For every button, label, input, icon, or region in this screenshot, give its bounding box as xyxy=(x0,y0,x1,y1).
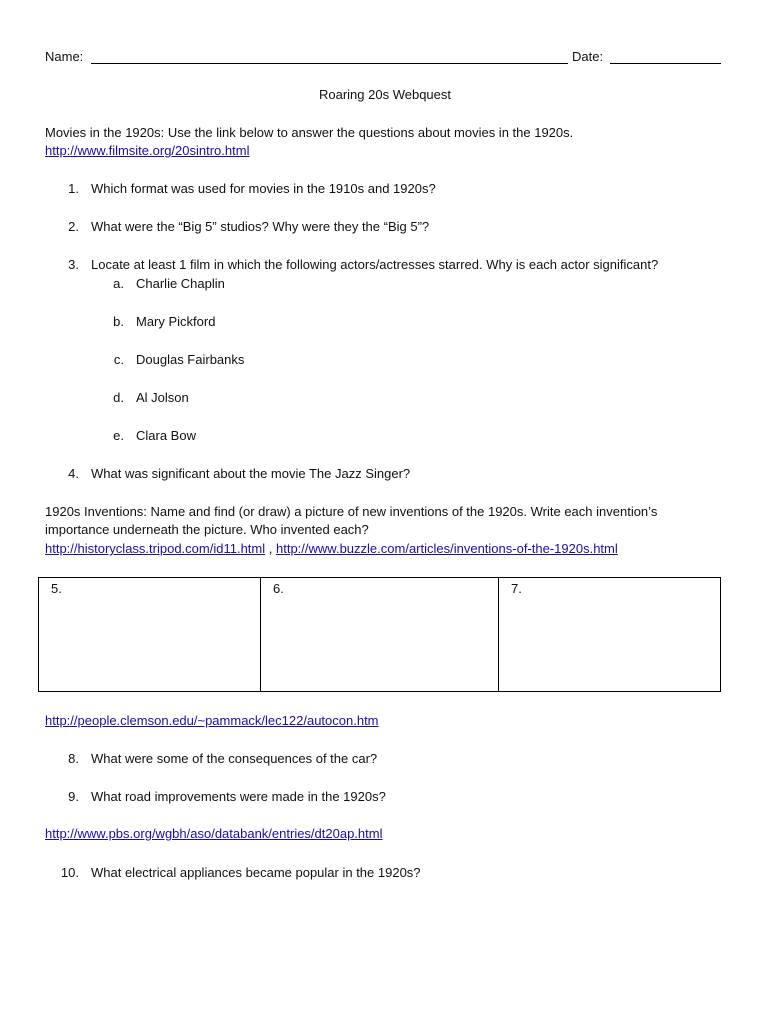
inventions-intro-line1: 1920s Inventions: Name and find (or draw) a picture of new inventions of the 1920s. Write each invention’s xyxy=(45,504,658,519)
actor-letter: a. xyxy=(113,276,124,291)
question-text: What were some of the consequences of the car? xyxy=(91,751,378,766)
inventions-link-1[interactable]: http://historyclass.tripod.com/id11.html xyxy=(45,541,266,556)
question-number: 8. xyxy=(68,751,79,766)
question-text: Locate at least 1 film in which the following actors/actresses starred. Why is each actor significant? xyxy=(91,257,659,272)
movies-intro: Movies in the 1920s: Use the link below to answer the questions about movies in the 1920s. xyxy=(45,125,574,140)
actor-name: Douglas Fairbanks xyxy=(136,352,245,367)
question-number: 10. xyxy=(60,865,79,880)
question-text: What road improvements were made in the 1920s? xyxy=(91,789,386,804)
question-number: 1. xyxy=(68,181,79,196)
name-line[interactable] xyxy=(91,63,568,64)
actor-name: Charlie Chaplin xyxy=(136,276,225,291)
date-line[interactable] xyxy=(610,63,721,64)
question-number: 4. xyxy=(68,466,79,481)
inventions-link-2[interactable]: http://www.buzzle.com/articles/inventions-of-the-1920s.html xyxy=(276,541,618,556)
actor-letter: e. xyxy=(113,428,124,443)
question-number: 9. xyxy=(68,789,79,804)
actor-name: Mary Pickford xyxy=(136,314,216,329)
inventions-links xyxy=(45,541,618,556)
appliances-link[interactable]: http://www.pbs.org/wgbh/aso/databank/entries/dt20ap.html xyxy=(45,826,383,841)
inventions-intro-line2: importance underneath the picture. Who invented each? xyxy=(45,522,369,537)
actor-letter: c. xyxy=(113,352,124,367)
invention-cell[interactable]: 6. xyxy=(261,578,499,692)
question-text: What electrical appliances became popular in the 1920s? xyxy=(91,865,421,880)
link-separator: , xyxy=(268,541,273,556)
question-number: 3. xyxy=(68,257,79,272)
actor-name: Al Jolson xyxy=(136,390,189,405)
question-text: What was significant about the movie The Jazz Singer? xyxy=(91,466,411,481)
actor-letter: d. xyxy=(113,390,124,405)
question-text: What were the “Big 5” studios? Why were they the “Big 5”? xyxy=(91,219,430,234)
movies-link[interactable]: http://www.filmsite.org/20sintro.html xyxy=(45,143,250,158)
page-title: Roaring 20s Webquest xyxy=(318,87,451,102)
question-number: 2. xyxy=(68,219,79,234)
invention-cell[interactable]: 7. xyxy=(499,578,721,692)
date-label: Date: xyxy=(572,49,604,64)
inventions-table xyxy=(38,577,721,692)
name-label: Name: xyxy=(45,49,84,64)
actor-letter: b. xyxy=(113,314,124,329)
actor-name: Clara Bow xyxy=(136,428,196,443)
invention-cell[interactable]: 5. xyxy=(39,578,261,692)
cars-link[interactable]: http://people.clemson.edu/~pammack/lec122/autocon.htm xyxy=(45,713,379,728)
question-text: Which format was used for movies in the 1910s and 1920s? xyxy=(91,181,436,196)
